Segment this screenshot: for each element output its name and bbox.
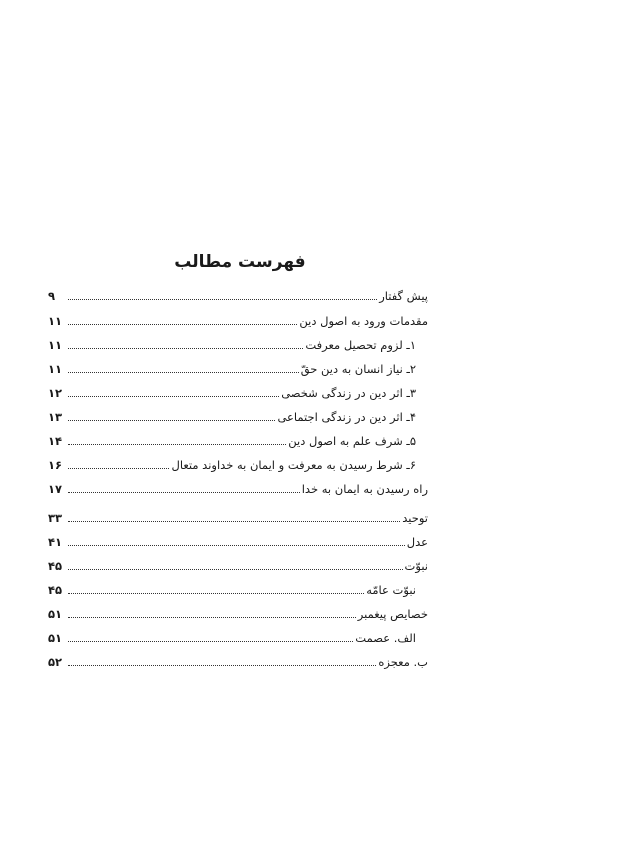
dot-leader bbox=[68, 396, 279, 397]
toc-entry-page: ۹ bbox=[48, 289, 56, 303]
toc-entry-title: ۴ـ اثر دین در زندگی اجتماعی bbox=[277, 410, 416, 424]
toc-entry-title: عدل bbox=[406, 535, 428, 549]
toc-entry bbox=[48, 578, 428, 598]
dot-leader bbox=[68, 492, 300, 493]
dot-leader bbox=[68, 372, 299, 373]
toc-entry-page: ۴۱ bbox=[48, 535, 63, 549]
dot-leader bbox=[68, 593, 364, 594]
toc-entry-page: ۱۴ bbox=[48, 434, 63, 448]
toc-entry bbox=[48, 405, 428, 425]
toc-entry bbox=[48, 477, 428, 497]
toc-entry-title: ۶ـ شرط رسیدن به معرفت و ایمان به خداوند متعال bbox=[171, 458, 416, 472]
dot-leader bbox=[68, 299, 377, 300]
dot-leader bbox=[68, 545, 405, 546]
toc-entry bbox=[48, 506, 428, 526]
toc-entry bbox=[48, 626, 428, 646]
dot-leader bbox=[68, 444, 286, 445]
toc-entry-title: نبوّت عامّه bbox=[366, 583, 416, 597]
toc-entry-title: ۲ـ نیاز انسان به دین حقّ bbox=[300, 362, 416, 376]
toc-entry-page: ۴۵ bbox=[48, 559, 63, 573]
toc-entry-title: خصایص پیغمبر bbox=[357, 607, 428, 621]
toc-entry-title: الف. عصمت bbox=[355, 631, 416, 645]
toc-entry bbox=[48, 357, 428, 377]
toc-entry-page: ۵۱ bbox=[48, 607, 63, 621]
toc-entry bbox=[48, 650, 428, 670]
toc-entry-page: ۵۲ bbox=[48, 655, 63, 669]
toc-entry-title: راه رسیدن به ایمان به خدا bbox=[301, 482, 428, 496]
toc-entry bbox=[48, 530, 428, 550]
toc-entry-page: ۱۱ bbox=[48, 338, 63, 352]
toc-entry-title: مقدمات ورود به اصول دین bbox=[299, 314, 428, 328]
toc-entry-page: ۴۵ bbox=[48, 583, 63, 597]
toc-entry bbox=[48, 381, 428, 401]
toc-entry-title: ۳ـ اثر دین در زندگی شخصی bbox=[281, 386, 416, 400]
toc-entry-title: ب. معجزه bbox=[378, 655, 428, 669]
toc-entry bbox=[48, 453, 428, 473]
dot-leader bbox=[68, 348, 303, 349]
toc-entry bbox=[48, 284, 428, 304]
toc-title: فهرست مطالب bbox=[174, 252, 306, 272]
toc-entry-title: پیش گفتار bbox=[379, 289, 428, 303]
toc-entry-title: نبوّت bbox=[404, 559, 428, 573]
dot-leader bbox=[68, 665, 376, 666]
toc-entry bbox=[48, 309, 428, 329]
dot-leader bbox=[68, 617, 356, 618]
toc-entry bbox=[48, 602, 428, 622]
toc-entry-page: ۱۱ bbox=[48, 362, 63, 376]
dot-leader bbox=[68, 569, 403, 570]
dot-leader bbox=[68, 468, 169, 469]
toc-entry-page: ۱۷ bbox=[48, 482, 63, 496]
toc-entry-page: ۱۳ bbox=[48, 410, 63, 424]
dot-leader bbox=[68, 521, 400, 522]
dot-leader bbox=[68, 641, 353, 642]
dot-leader bbox=[68, 420, 275, 421]
toc-entry-page: ۳۳ bbox=[48, 511, 63, 525]
toc-entry-title: توحید bbox=[402, 511, 428, 525]
toc-entry-page: ۵۱ bbox=[48, 631, 63, 645]
toc-entry-title: ۵ـ شرف علم به اصول دین bbox=[288, 434, 416, 448]
toc-entry bbox=[48, 429, 428, 449]
toc-entry-page: ۱۶ bbox=[48, 458, 63, 472]
toc-entry-page: ۱۱ bbox=[48, 314, 63, 328]
toc-entry bbox=[48, 333, 428, 353]
dot-leader bbox=[68, 324, 297, 325]
toc-entry bbox=[48, 554, 428, 574]
toc-entry-page: ۱۲ bbox=[48, 386, 63, 400]
toc-entry-title: ۱ـ لزوم تحصیل معرفت bbox=[305, 338, 416, 352]
